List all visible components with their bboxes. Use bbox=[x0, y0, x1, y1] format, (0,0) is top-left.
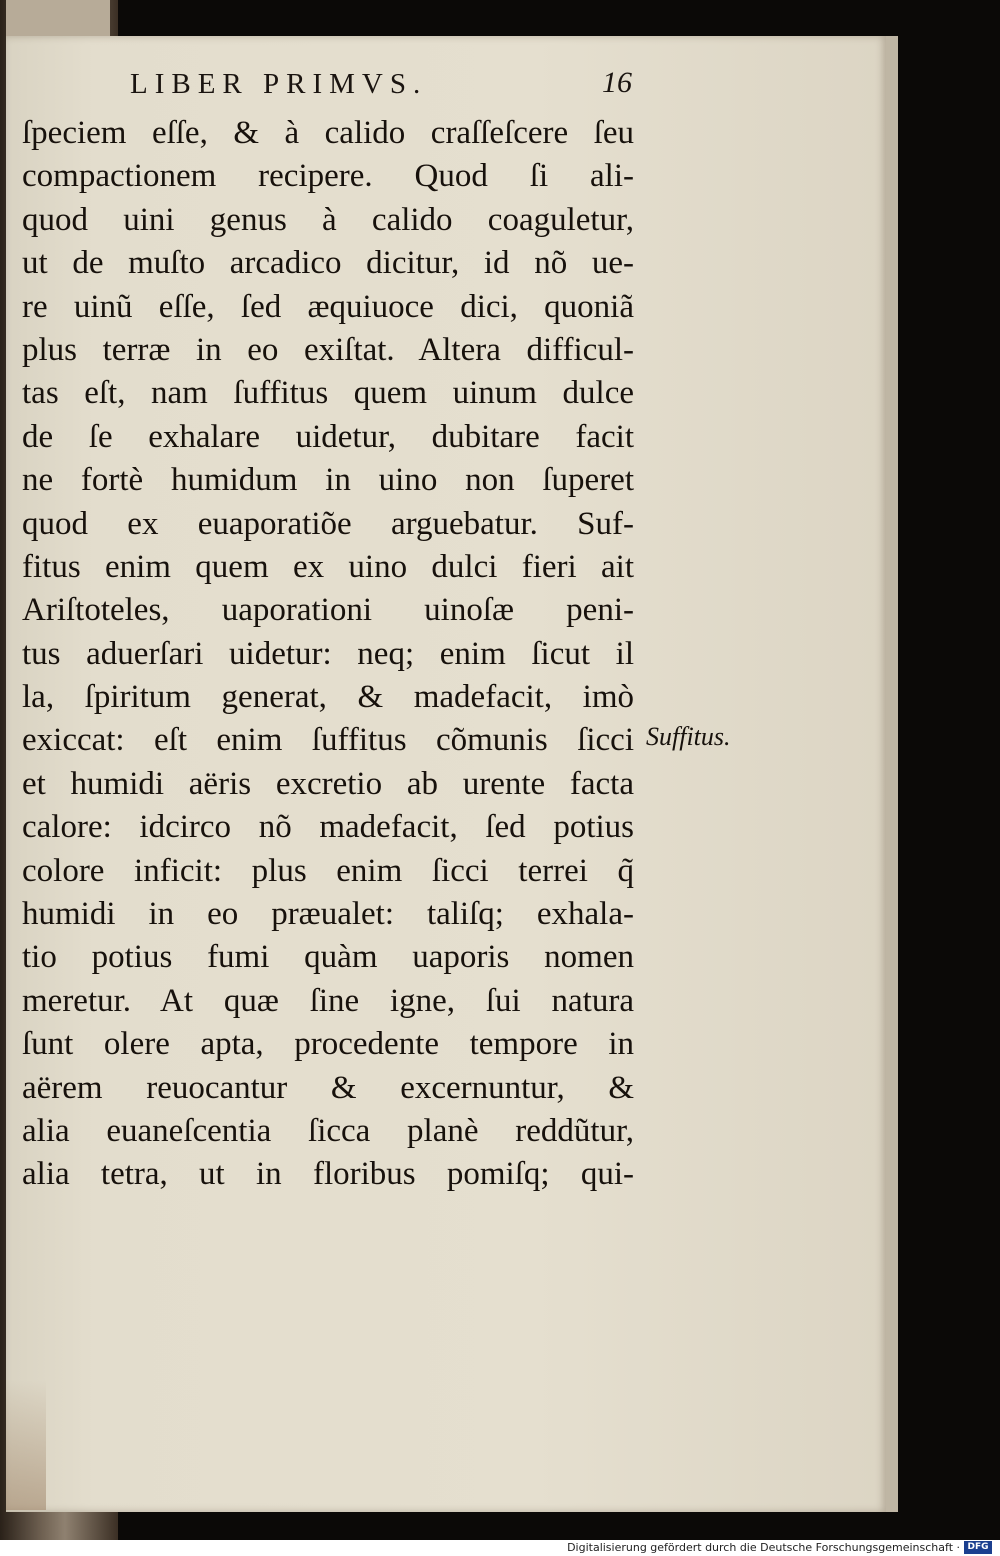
text-line: alia euaneſcentia ſicca planè reddũtur, bbox=[22, 1112, 634, 1149]
text-line: ut de muſto arcadico dicitur, id nõ ue- bbox=[22, 245, 634, 282]
text-line: ſpeciem eſſe, & à calido craſſeſcere ſeu bbox=[22, 115, 634, 151]
digitization-credit: Digitalisierung gefördert durch die Deutsche Forschungsgemeinschaft · bbox=[567, 1541, 960, 1554]
text-line: exiccat: eſt enim ſuffitus cõmunis ſicci bbox=[22, 722, 634, 759]
running-head: LIBER PRIMVS. bbox=[130, 68, 428, 100]
text-line: tio potius fumi quàm uaporis nomen bbox=[22, 939, 634, 976]
text-line: colore inficit: plus enim ſicci terrei q̃ bbox=[22, 852, 634, 889]
body-text bbox=[22, 112, 642, 1197]
text-line: Ariſtoteles, uaporationi uinoſæ peni- bbox=[22, 592, 634, 629]
text-line: aërem reuocantur & excernuntur, & bbox=[22, 1069, 634, 1106]
text-line: quod ex euaporatiõe arguebatur. Suf- bbox=[22, 505, 634, 542]
marginal-note: Suffitus. bbox=[646, 722, 731, 751]
dfg-logo: DFG bbox=[964, 1541, 992, 1554]
text-line: compactionem recipere. Quod ſi ali- bbox=[22, 158, 634, 195]
text-line: ne fortè humidum in uino non ſuperet bbox=[22, 462, 634, 499]
text-line: tas eſt, nam ſuffitus quem uinum dulce bbox=[22, 375, 634, 412]
folio-number: 16 bbox=[602, 66, 632, 99]
text-line: alia tetra, ut in floribus pomiſq; qui- bbox=[22, 1156, 634, 1193]
text-line: re uinũ eſſe, ſed æquiuoce dici, quoniã bbox=[22, 288, 634, 325]
text-line: meretur. At quæ ſine igne, ſui natura bbox=[22, 982, 634, 1019]
text-line: plus terræ in eo exiſtat. Altera difficul- bbox=[22, 331, 634, 368]
text-line: humidi in eo præualet: taliſq; exhala- bbox=[22, 896, 634, 933]
text-line: fitus enim quem ex uino dulci fieri ait bbox=[22, 548, 634, 585]
text-line: et humidi aëris excretio ab urente facta bbox=[22, 765, 634, 802]
text-line: ſunt olere apta, procedente tempore in bbox=[22, 1026, 634, 1063]
text-line: de ſe exhalare uidetur, dubitare facit bbox=[22, 418, 634, 455]
text-line: calore: idcirco nõ madefacit, ſed potius bbox=[22, 809, 634, 846]
text-line: la, ſpiritum generat, & madefacit, imò bbox=[22, 679, 634, 716]
text-line: quod uini genus à calido coaguletur, bbox=[22, 201, 634, 238]
page-right-edge bbox=[886, 36, 898, 1512]
page-header bbox=[130, 68, 650, 108]
page-stain bbox=[6, 1380, 46, 1510]
text-line: tus aduerſari uidetur: neq; enim ſicut il bbox=[22, 635, 634, 672]
